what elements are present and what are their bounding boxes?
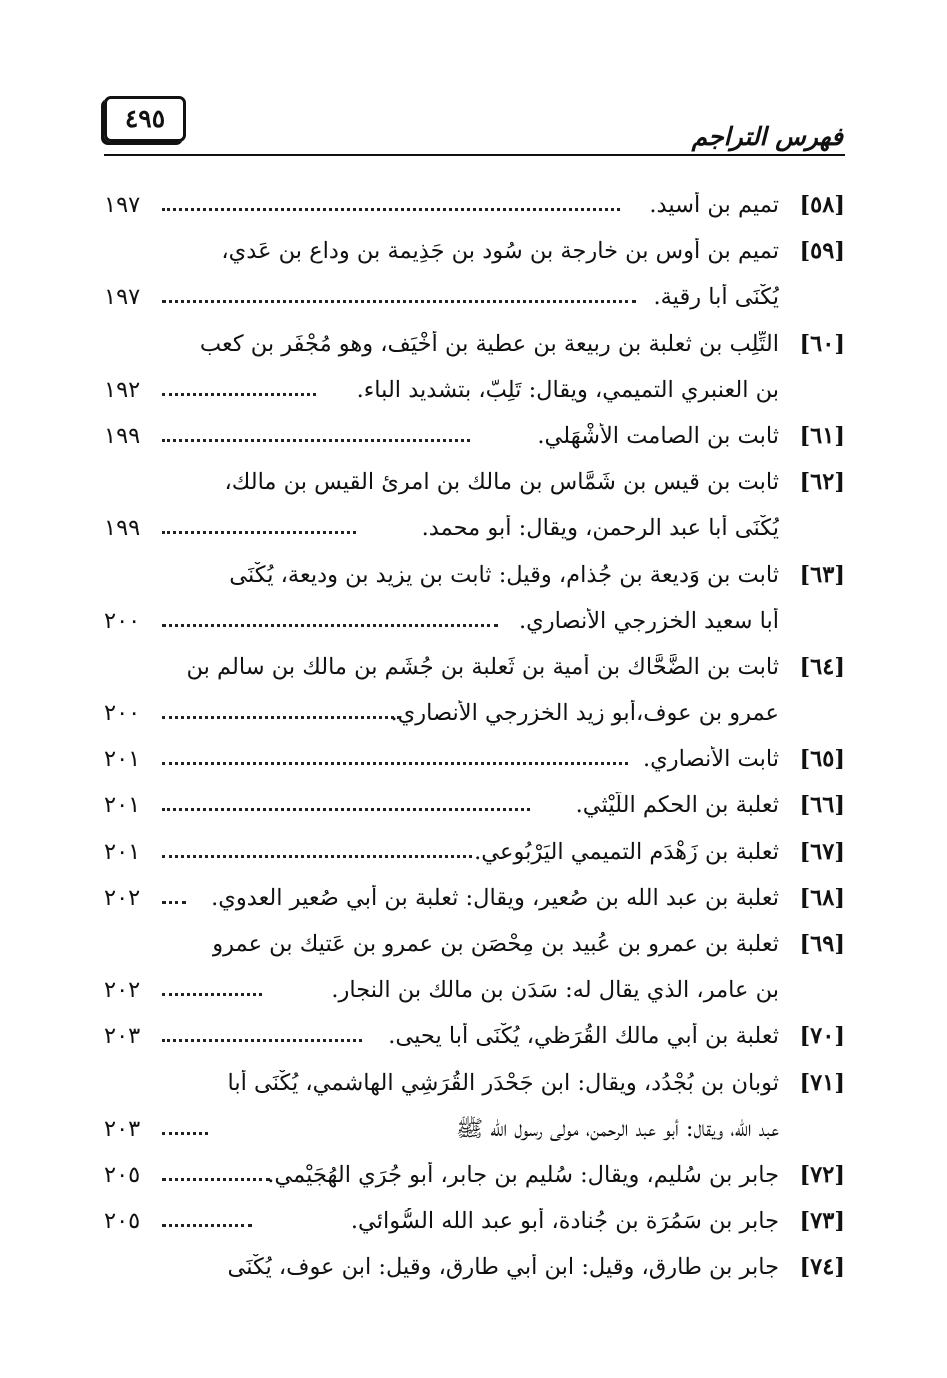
leader-dots xyxy=(162,439,470,442)
entry-page-number: ٢٠٠ xyxy=(104,607,141,634)
entry-page-number: ٢٠٢ xyxy=(104,884,141,911)
leader-dots xyxy=(162,208,620,211)
entry-number: [٧٣] xyxy=(799,1208,845,1235)
index-line xyxy=(104,325,845,371)
page-number: ٤٩٥ xyxy=(104,96,186,142)
index-line xyxy=(104,509,845,555)
entry-number: [٦١] xyxy=(799,422,845,449)
leader-dots xyxy=(162,624,498,627)
leader-dots xyxy=(162,1132,208,1135)
entry-text: تميم بن أوس بن خارجة بن سُود بن جَذِيمة بن وداع بن عَدي، xyxy=(221,238,779,265)
entry-text: عمرو بن عوف،أبو زيد الخزرجي الأنصاري. xyxy=(390,700,779,727)
entry-text: بن عامر، الذي يقال له: سَدَن بن مالك بن النجار. xyxy=(331,977,779,1004)
index-line xyxy=(104,463,845,509)
entry-page-number: ٢٠٣ xyxy=(104,1023,141,1050)
entry-number: [٦٣] xyxy=(799,561,845,588)
entry-number: [٦٠] xyxy=(799,330,845,357)
entry-text: جابر بن سُليم، ويقال: سُليم بن جابر، أبو جُرَي الهُجَيْمي. xyxy=(267,1161,779,1188)
entry-text: ثعلبة بن عبد الله بن صُعير، ويقال: ثعلبة بن أبي صُعير العدوي. xyxy=(211,884,779,911)
entry-text: يُكْنَى أبا عبد الرحمن، ويقال: أبو محمد. xyxy=(421,515,779,542)
leader-dots xyxy=(162,1178,270,1181)
entry-text: تميم بن أَسيد. xyxy=(649,192,779,218)
index-line xyxy=(104,971,845,1017)
index-line xyxy=(104,1202,845,1248)
entry-page-number: ٢٠٢ xyxy=(104,977,141,1004)
index-line xyxy=(104,602,845,648)
entry-number: [٧٤] xyxy=(799,1254,845,1281)
entry-page-number: ١٩٧ xyxy=(104,284,141,311)
entry-number: [٥٨] xyxy=(799,192,845,218)
entry-text: ثعلبة بن أبي مالك القُرَظي، يُكْنَى أبا يحيى. xyxy=(388,1023,779,1050)
index-line xyxy=(104,556,845,602)
page-title: فهرس التراجم xyxy=(691,122,843,151)
entry-number: [٦٥] xyxy=(799,746,845,773)
index-line xyxy=(104,740,845,786)
entry-text: أبا سعيد الخزرجي الأنصاري. xyxy=(518,607,779,634)
leader-dots xyxy=(162,901,186,904)
index-line xyxy=(104,1017,845,1063)
index-line xyxy=(104,1110,845,1156)
entry-number: [٦٦] xyxy=(799,792,845,819)
index-line xyxy=(104,371,845,417)
leader-dots xyxy=(162,1039,362,1042)
index-line xyxy=(104,694,845,740)
entry-number: [٦٩] xyxy=(799,931,845,957)
entry-page-number: ٢٠١ xyxy=(104,792,141,819)
entry-page-number: ٢٠٣ xyxy=(104,1115,141,1142)
entry-page-number: ٢٠١ xyxy=(104,838,141,865)
index-line xyxy=(104,186,845,232)
index-entries xyxy=(104,186,845,1295)
leader-dots xyxy=(162,993,262,996)
entry-text: ثعلبة بن الحكم اللَّيْثي. xyxy=(575,792,779,819)
index-line xyxy=(104,278,845,324)
entry-page-number: ٢٠٥ xyxy=(104,1208,141,1235)
entry-number: [٧١] xyxy=(799,1069,845,1096)
entry-text: يُكْنَى أبا رقية. xyxy=(653,284,779,311)
entry-number: [٦٢] xyxy=(799,469,845,496)
leader-dots xyxy=(162,716,400,719)
entry-number: [٧٠] xyxy=(799,1023,845,1050)
index-line xyxy=(104,786,845,832)
entry-page-number: ١٩٢ xyxy=(104,376,141,403)
entry-text: جابر بن سَمُرَة بن جُنادة، أبو عبد الله السُّوائي. xyxy=(350,1208,779,1235)
index-line xyxy=(104,1248,845,1294)
index-line xyxy=(104,833,845,879)
entry-text: جابر بن طارق، وقيل: ابن أبي طارق، وقيل: ابن عوف، يُكْنَى xyxy=(227,1254,779,1281)
entry-text: ثابت بن قيس بن شَمَّاس بن مالك بن امرئ القيس بن مالك، xyxy=(224,469,779,496)
entry-number: [٧٢] xyxy=(799,1161,845,1188)
entry-text: بن العنبري التميمي، ويقال: تَلِبّ، بتشديد الباء. xyxy=(356,376,779,403)
entry-number: [٦٤] xyxy=(799,653,845,680)
leader-dots xyxy=(162,393,316,396)
entry-number: [٦٧] xyxy=(799,838,845,865)
entry-text: ثابت بن وَديعة بن جُذام، وقيل: ثابت بن يزيد بن وديعة، يُكْنَى xyxy=(229,561,779,588)
leader-dots xyxy=(162,762,628,765)
entry-text: ثعلبة بن زَهْدَم التميمي اليَرْبُوعي. xyxy=(474,838,779,865)
index-line xyxy=(104,1064,845,1110)
leader-dots xyxy=(162,300,636,303)
entry-text: ثابت بن الضَّحَّاك بن أُمية بن ثَعلبة بن جُشَم بن مالك بن سالم بن xyxy=(186,653,779,680)
index-line xyxy=(104,232,845,278)
index-line xyxy=(104,417,845,463)
entry-text: التِّلِب بن ثعلبة بن ربيعة بن عطية بن أَخْيَف، وهو مُجْفَر بن كعب xyxy=(199,330,779,357)
entry-number: [٥٩] xyxy=(799,238,845,265)
entry-page-number: ١٩٧ xyxy=(104,192,141,218)
leader-dots xyxy=(162,1224,252,1227)
entry-number: [٦٨] xyxy=(799,884,845,911)
entry-text: ثعلبة بن عمرو بن عُبيد بن مِحْصَن بن عمرو بن عَتيك بن عمرو xyxy=(212,931,779,957)
entry-page-number: ١٩٩ xyxy=(104,515,141,542)
leader-dots xyxy=(162,808,530,811)
entry-text: ثوبان بن بُجْدُد، ويقال: ابن جَحْدَر القُرَشِي الهاشمي، يُكْنَى أبا xyxy=(227,1069,779,1096)
entry-page-number: ٢٠٠ xyxy=(104,700,141,727)
page-header xyxy=(104,96,845,156)
leader-dots xyxy=(162,855,472,858)
entry-text: عبد الله، ويقال: أبو عبد الرحمن، مولى رسول الله ﷺ xyxy=(455,1115,779,1142)
leader-dots xyxy=(162,531,356,534)
index-line xyxy=(104,879,845,925)
entry-text: ثابت الأنصاري. xyxy=(643,746,779,773)
index-line xyxy=(104,1156,845,1202)
entry-page-number: ١٩٩ xyxy=(104,422,141,449)
entry-page-number: ٢٠٥ xyxy=(104,1161,141,1188)
index-line xyxy=(104,925,845,971)
entry-text: ثابت بن الصامت الأَشْهَلي. xyxy=(537,422,779,449)
index-line xyxy=(104,648,845,694)
entry-page-number: ٢٠١ xyxy=(104,746,141,773)
